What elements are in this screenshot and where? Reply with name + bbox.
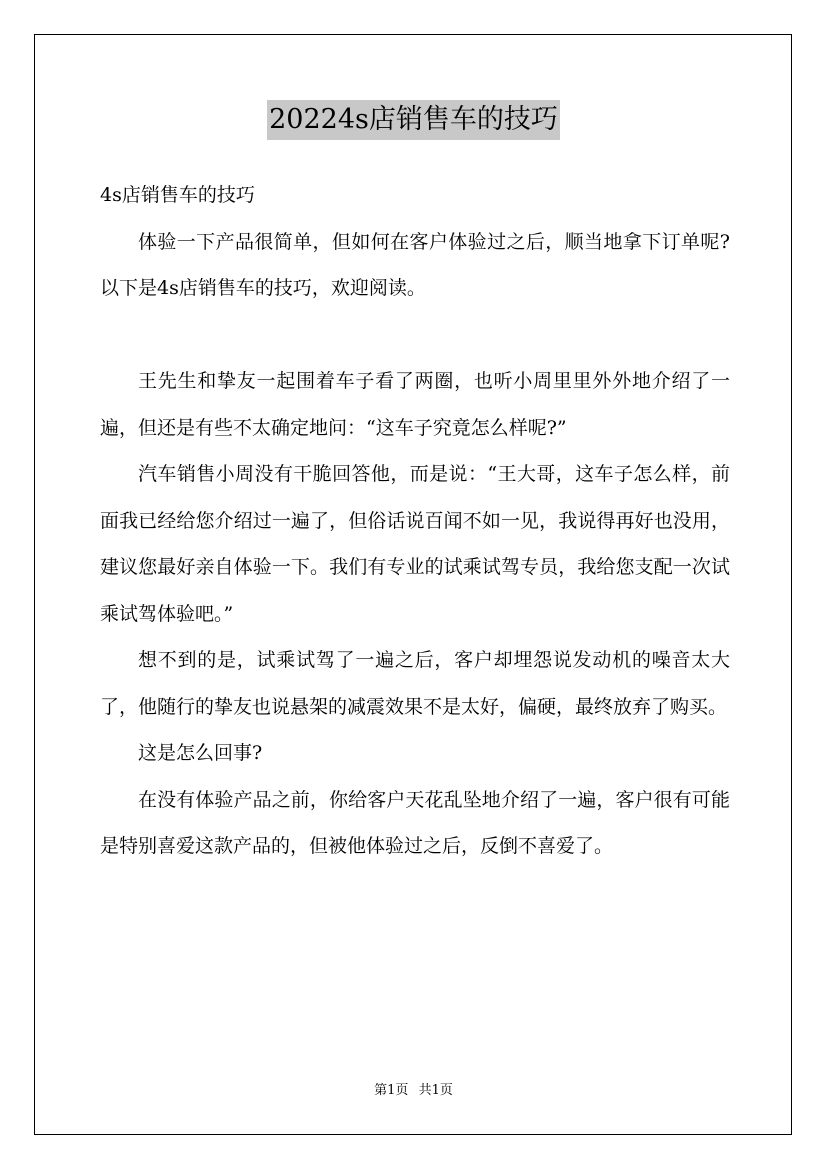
paragraph-story-2: 汽车销售小周没有干脆回答他，而是说：“王大哥，这车子怎么样，前面我已经给您介绍过一遍了，但俗话说百闻不如一见，我说得再好也没用，建议您最好亲自体验一下。我们有专业的试乘试驾专员，我给您支配一次试乘试驾体验吧。” [100, 463, 730, 625]
paragraph-story-3: 想不到的是，试乘试驾了一遍之后，客户却埋怨说发动机的噪音太大了，他随行的挚友也说悬架的减震效果不是太好，偏硬，最终放弃了购买。 [100, 649, 730, 718]
page-footer [0, 1081, 827, 1101]
title-container [0, 100, 827, 140]
page-total: 共1页 [418, 1083, 453, 1098]
blank-line [100, 312, 730, 359]
paragraph-intro: 体验一下产品很简单，但如何在客户体验过之后，顺当地拿下订单呢?以下是4s店销售车的技巧，欢迎阅读。 [100, 230, 730, 299]
document-body [100, 172, 730, 870]
paragraph-explanation: 在没有体验产品之前，你给客户天花乱坠地介绍了一遍，客户很有可能是特别喜爱这款产品的，但被他体验过之后，反倒不喜爱了。 [100, 788, 730, 857]
document-title: 20224s店销售车的技巧 [267, 100, 560, 140]
paragraph-question: 这是怎么回事? [138, 742, 263, 764]
paragraph-subtitle: 4s店销售车的技巧 [100, 184, 255, 206]
paragraph-story-1: 王先生和挚友一起围着车子看了两圈，也听小周里里外外地介绍了一遍，但还是有些不太确定地问：“这车子究竟怎么样呢?” [100, 370, 730, 439]
page-number: 第1页 [374, 1083, 409, 1098]
